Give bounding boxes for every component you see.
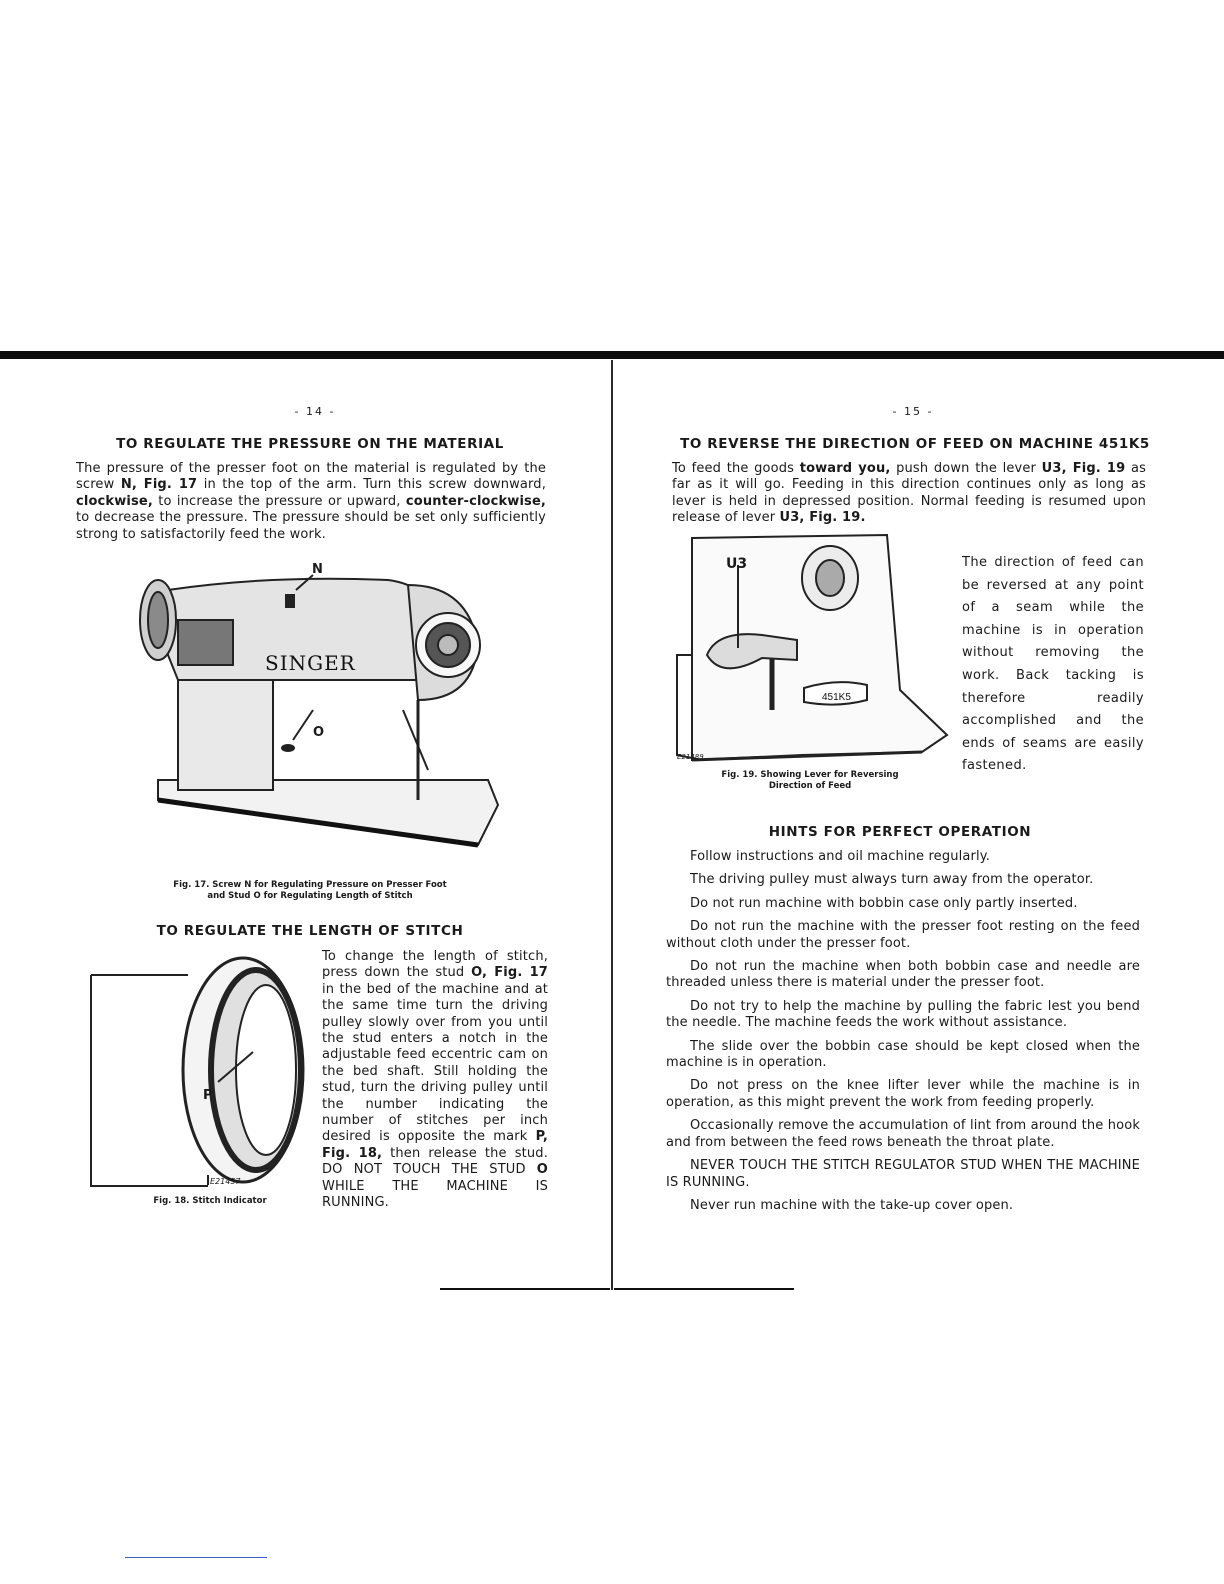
reverse-text-run: To feed the goods	[672, 461, 800, 476]
heading-hints: HINTS FOR PERFECT OPERATION	[768, 824, 1032, 840]
reverse-text-run: toward you,	[799, 461, 891, 476]
pressure-paragraph	[76, 461, 546, 543]
singer-brand-text: SINGER	[265, 651, 356, 675]
hint-item: Occasionally remove the accumulation of lint from around the hook and from between the feed rows beneath the throat plate.	[666, 1118, 1140, 1150]
fig17-caption-line2: and Stud O for Regulating Length of Stitch	[207, 891, 413, 901]
scan-edge-mark	[125, 1557, 267, 1558]
pressure-text-run: to decrease the pressure. The pressure should be set only sufficiently strong to satisfactorily feed the work.	[76, 510, 546, 542]
hint-item: Follow instructions and oil machine regularly.	[690, 849, 991, 864]
fig18-label-p: P	[203, 1088, 213, 1103]
sewing-machine-drawing	[118, 560, 508, 875]
hint-item: Never run machine with the take-up cover open.	[690, 1197, 1014, 1213]
hints-list	[666, 849, 1140, 1221]
stitch-paragraph	[322, 949, 548, 1212]
stitch-text-run: then release the stud. DO NOT TOUCH THE STUD	[322, 1145, 548, 1178]
pressure-text-run: counter-clockwise,	[405, 493, 546, 509]
hint-item: The slide over the bobbin case should be kept closed when the machine is in operation.	[666, 1038, 1140, 1071]
hint-item: Do not press on the knee lifter lever while the machine is in operation, as this might prevent the work from feeding properly.	[666, 1078, 1140, 1110]
fig17-label-o: O	[313, 725, 325, 740]
heading-regulate-stitch: TO REGULATE THE LENGTH OF STITCH	[156, 923, 464, 939]
page-spine	[611, 360, 613, 1290]
fig19-label-u3: U3	[726, 556, 748, 572]
bottom-rule-left	[440, 1288, 610, 1290]
fig19-code: E21489	[677, 753, 704, 761]
heading-reverse-feed: TO REVERSE THE DIRECTION OF FEED ON MACHINE 451K5	[680, 436, 1150, 452]
fig17-caption-line1: Fig. 17. Screw N for Regulating Pressure on Presser Foot	[173, 880, 447, 890]
fig19-caption-line2: Direction of Feed	[768, 781, 852, 791]
stitch-text-run: O, Fig. 17	[471, 965, 548, 981]
fig19-caption	[690, 770, 930, 792]
left-page-number: - 14 -	[294, 405, 336, 418]
stitch-text-run: O	[536, 1162, 548, 1178]
reverse-side-text: The direction of feed can be reversed at any point of a seam while the machine is in operation without removing the work. Back tacking is therefore readily accomplished and the ends of seams are easily fastened.	[962, 555, 1144, 774]
reverse-lever-drawing	[672, 530, 954, 770]
hint-item: The driving pulley must always turn away from the operator.	[690, 872, 1094, 888]
pressure-text-run: to increase the pressure or upward,	[152, 493, 406, 509]
fig19-illustration	[672, 530, 954, 770]
machine-plate-text: 451K5	[822, 692, 851, 703]
fig17-illustration	[118, 560, 508, 875]
pressure-text-run: The pressure of the presser foot on the material is regulated by the screw	[76, 461, 546, 493]
stitch-indicator-drawing	[88, 950, 320, 1190]
fig17-caption	[130, 880, 490, 902]
fig18-illustration	[88, 950, 320, 1190]
fig19-caption-line1: Fig. 19. Showing Lever for Reversing	[721, 770, 899, 780]
hint-item: Do not run the machine when both bobbin case and needle are threaded unless there is material under the presser foot.	[666, 959, 1140, 991]
hint-item: NEVER TOUCH THE STITCH REGULATOR STUD WHEN THE MACHINE IS RUNNING.	[666, 1158, 1140, 1190]
heading-regulate-pressure: TO REGULATE THE PRESSURE ON THE MATERIAL	[116, 436, 504, 452]
top-rule	[0, 351, 1224, 359]
stitch-text-run: To change the length of stitch, press down the stud	[322, 949, 548, 981]
fig18-code: E21457	[210, 1177, 241, 1186]
right-page-number: - 15 -	[892, 405, 934, 418]
pressure-text-run: in the top of the arm. Turn this screw downward,	[197, 477, 546, 493]
fig18-caption: Fig. 18. Stitch Indicator	[153, 1196, 267, 1206]
reverse-paragraph	[672, 461, 1146, 527]
reverse-text-run: U3, Fig. 19	[1041, 461, 1126, 476]
fig17-label-n: N	[312, 562, 323, 577]
pressure-text-run: N, Fig. 17	[120, 477, 198, 493]
stitch-text-run: in the bed of the machine and at the same time turn the driving pulley slowly over from you until the stud enters a notch in the adjustable feed eccentric cam on the bed shaft. Still holding the stud, turn the driving pulley until the number indicating the number of stitches per inch desired is opposite the mark	[322, 981, 548, 1145]
bottom-rule-right	[614, 1288, 794, 1290]
pressure-text-run: clockwise,	[76, 493, 153, 509]
reverse-text-run: U3, Fig. 19.	[779, 510, 866, 526]
stitch-text-run: WHILE THE MACHINE IS RUNNING.	[322, 1178, 548, 1211]
reverse-text-run: as far as it will go. Feeding in this direction continues only as long as lever is held in depressed position. Normal feeding is resumed upon release of lever	[672, 461, 1146, 526]
stitch-text-run: P, Fig. 18,	[322, 1129, 548, 1161]
reverse-text-run: push down the lever	[890, 461, 1042, 476]
hint-item: Do not run the machine with the presser foot resting on the feed without cloth under the presser foot.	[666, 919, 1140, 951]
hint-item: Do not run machine with bobbin case only partly inserted.	[690, 895, 1078, 911]
hint-item: Do not try to help the machine by pulling the fabric lest you bend the needle. The machine feeds the work without assistance.	[666, 998, 1140, 1031]
